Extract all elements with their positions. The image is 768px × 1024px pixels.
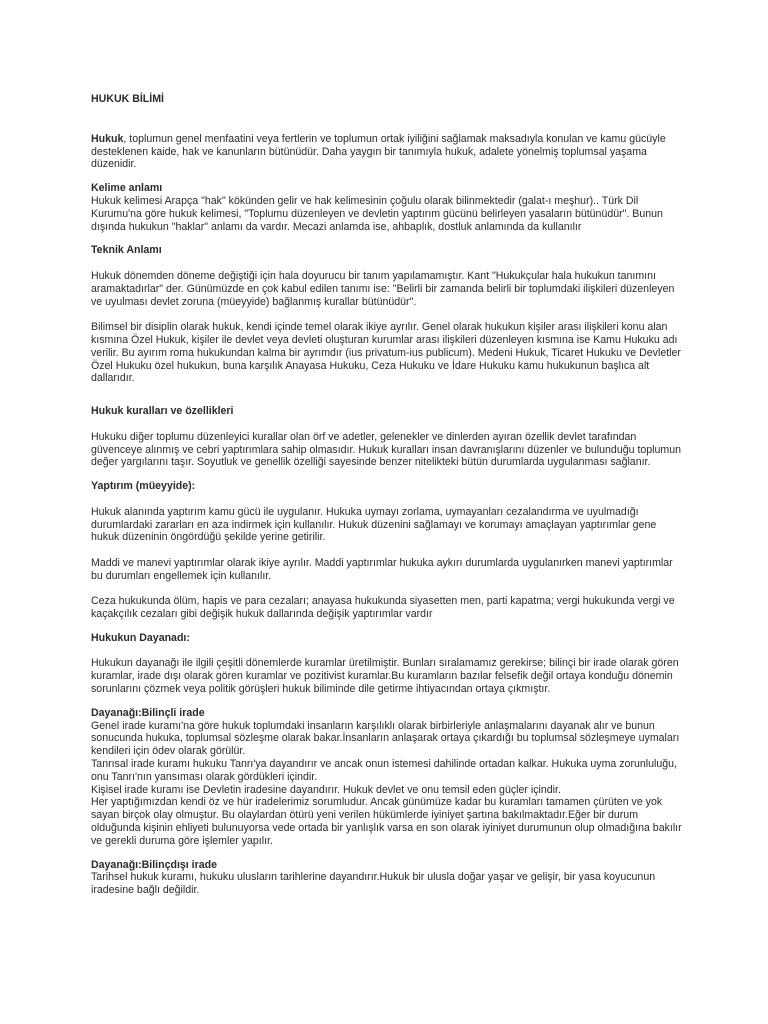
paragraph-teknik-1: Hukuk dönemden döneme değiştiği için hala doyurucu bir tanım yapılamamıştır. Kant "Hukukçular hala hukukun tanımını aramaktadırlar" der. Günümüzde en çok kabul edilen tanımı ise: "Belirli bir zamanda belirli bir toplumdaki ilişkileri düzenleyen ve uyulması devlet zoruna (müeyyide) bağlanmış kurallar bütünüdür".	[91, 269, 675, 308]
paragraph-bilincli-1: Genel irade kuramı'na göre hukuk toplumdaki insanların karşılıklı olarak birbirleriyle anlaşmalarını dayanak alır ve bunun sonucunda hukuka, toplumsal sözleşme olarak bakar.İnsanların anlaşarak ortaya çıkardığı bu toplumsal sözleşmeye uymaları kendileri için ödev olarak görülür.	[91, 719, 680, 758]
paragraph-bilincli-3: Kişisel irade kuramı ise Devletin iradesine dayandırır. Hukuk devlet ve onu temsil eden güçler içindir.	[91, 783, 561, 796]
paragraph-yaptirim-2: Maddi ve manevi yaptırımlar olarak ikiye ayrılır. Maddi yaptırımlar hukuka aykırı durumlarda uygulanırken manevi yaptırımlar bu durumları engellemek için kullanılır.	[91, 556, 673, 582]
paragraph-bilincli-2: Tanrısal irade kuramı hukuku Tanrı'ya dayandırır ve ancak onun istemesi dahilinde ortadan kalkar. Hukuka uyma zorunluluğu, onu Tanrı'nın yansıması olarak gördükleri içindir.	[91, 758, 677, 783]
document-body	[91, 93, 683, 897]
paragraph-kelime-anlami: Hukuk kelimesi Arapça "hak" kökünden gelir ve hak kelimesinin çoğulu olarak bilinmektedir (galat-ı meşhur).. Türk Dil Kurumu'na göre hukuk kelimesi, "Toplumu düzenleyen ve devletin yaptırım gücünü belirleyen yasaların bütünüdür". Bunun dışında hukukun "haklar" anlamı da vardır. Mecazi anlamda ise, ahbaplık, dostluk anlamında da kullanılır	[91, 194, 663, 233]
paragraph-yaptirim-3: Ceza hukukunda ölüm, hapis ve para cezaları; anayasa hukukunda siyasetten men, parti kapatma; vergi hukukunda vergi ve kaçakçılık cezaları gibi değişik hukuk dallarında değişik yaptırımlar vardır	[91, 595, 675, 621]
paragraph-teknik-2: Bilimsel bir disiplin olarak hukuk, kendi içinde temel olarak ikiye ayrılır. Genel olarak hukukun kişiler arası ilişkileri konu alan kısmına Özel Hukuk, kişiler ile devlet veya devleti oluşturan kurumlar arası ilişkileri düzenleyen kısmına ise Kamu Hukuku adı verilir. Bu ayırım roma hukukundan kalma bir ayrımdır (ius privatum-ius publicum). Medeni Hukuk, Ticaret Hukuku ve Devletler Özel Hukuku özel hukukun, buna karşılık Anayasa Hukuku, Ceza Hukuku ve İdare Hukuku kamu hukukunun başlıca alt dallarıdır.	[91, 321, 681, 385]
heading-kelime-anlami: Kelime anlamı	[91, 182, 163, 195]
heading-hukuk-kurallari: Hukuk kuralları ve özellikleri	[91, 405, 234, 418]
paragraph-bilincli-4: Her yaptığımızdan kendi öz ve hür iradelerimiz sorumludur. Ancak günümüze kadar bu kuramları tamamen çürüten ve yok sayan birçok olay olmuştur. Bu olaylardan ötürü yeni verilen hükümlerde iyiniyet şartına bakılmaktadır.Eğer bir durum olduğunda kişinin ehliyeti bulunuyorsa vede ortada bir yanlışlık varsa en son olarak iyiniyet durumunun olup olmadığına bakılır ve gerekli duruma göre işlemler yapılır.	[91, 796, 682, 847]
document-title: HUKUK BİLİMİ	[91, 93, 164, 105]
heading-yaptirim: Yaptırım (müeyyide):	[91, 480, 196, 493]
heading-bilincli-irade: Dayanağı:Bilinçli irade	[91, 706, 205, 719]
heading-teknik-anlami: Teknik Anlamı	[91, 244, 162, 257]
heading-hukukun-dayanagi: Hukukun Dayanadı:	[91, 631, 190, 644]
intro-paragraph	[91, 133, 683, 171]
heading-bilincdisi-irade: Dayanağı:Bilinçdışı irade	[91, 858, 217, 871]
paragraph-hukuk-kurallari: Hukuku diğer toplumu düzenleyici kurallar olan örf ve adetler, gelenekler ve dinlerden ayıran özellik devlet tarafından güvenceye alınmış ve cebri yaptırımlara sahip olmasıdır. Hukuk kuralları insan davranışlarını düzenler ve bulunduğu toplumun değer yargılarını taşır. Soyutluk ve genellik özelliği sayesinde benzer nitelikteki bütün durumlarda uygulanması sağlanır.	[91, 430, 682, 469]
intro-text: , toplumun genel menfaatini veya fertlerin ve toplumun ortak iyiliğini sağlamak maksadıyla konulan ve kamu gücüyle desteklenen kaide, hak ve kanunların bütünüdür. Daha yaygın bir tanımıyla hukuk, adalete yönelmiş toplumsal yaşama düzenidir.	[91, 132, 666, 171]
intro-term: Hukuk	[91, 132, 124, 145]
paragraph-hukukun-dayanagi: Hukukun dayanağı ile ilgili çeşitli dönemlerde kuramlar üretilmiştir. Bunları sıralamamız gerekirse; bilinçi bir irade olarak gören kuramlar, irade dışı olarak gören kuramlar ve pozitivist kuramlar.Bu kuramların bazılar felsefik değil ortaya konduğu dönemin sorunlarını çözmek veya politik görüşleri hukuk biliminde dile getirme ihtiyacından ortaya çıkmıştır.	[91, 657, 679, 696]
paragraph-bilincdisi: Tarihsel hukuk kuramı, hukuku ulusların tarihlerine dayandırır.Hukuk bir ulusla doğar yaşar ve gelişir, bir yasa koyucunun iradesine bağlı değildir.	[91, 871, 656, 897]
paragraph-yaptirim-1: Hukuk alanında yaptırım kamu gücü ile uygulanır. Hukuka uymayı zorlama, uymayanları cezalandırma ve uyulmadığı durumlardaki zararları en aza indirmek için kullanılır. Hukuk düzenini sağlamayı ve korumayı amaçlayan yaptırımlar gene hukuk düzeninin öngördüğü şekilde yerine getirilir.	[91, 505, 657, 544]
